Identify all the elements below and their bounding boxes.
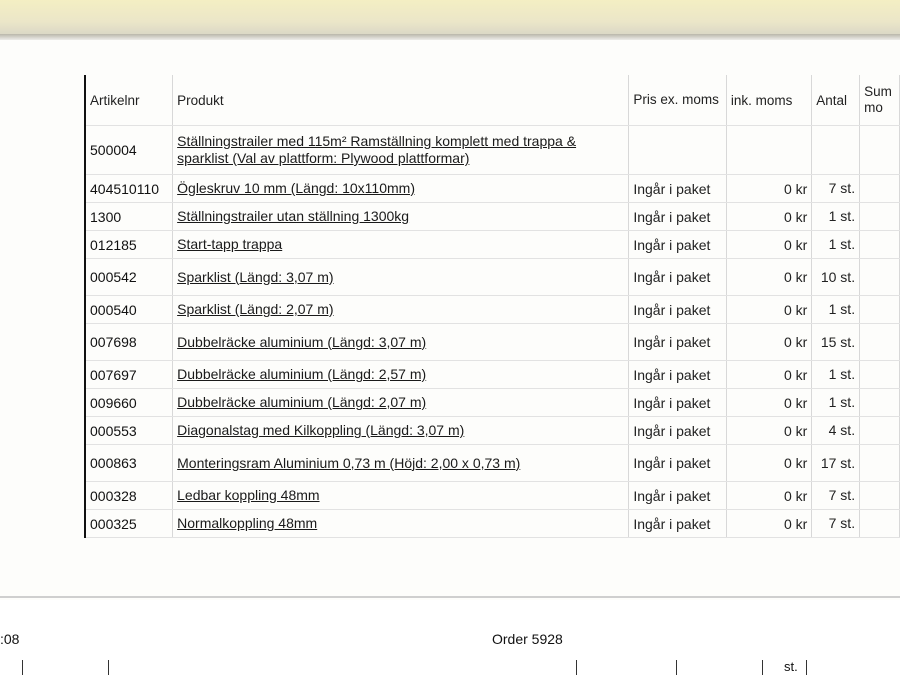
- column-divider: [108, 660, 109, 675]
- header-ink-moms: ink. moms: [726, 75, 811, 126]
- row-ink-moms: [726, 126, 811, 175]
- column-divider: [22, 660, 23, 675]
- product-link[interactable]: Start-tapp trappa: [177, 236, 283, 252]
- product-link[interactable]: Ledbar koppling 48mm: [177, 487, 320, 503]
- product-link[interactable]: Ögleskruv 10 mm (Längd: 10x110mm): [177, 180, 415, 196]
- table-header-row: [85, 75, 900, 126]
- row-summa: [860, 445, 900, 482]
- table-row: [85, 361, 900, 389]
- row-ink-moms: 0 kr: [726, 510, 811, 538]
- row-artikelnr: 000553: [85, 417, 173, 445]
- row-artikelnr: 000325: [85, 510, 173, 538]
- row-ink-moms: 0 kr: [726, 203, 811, 231]
- row-pris: Ingår i paket: [629, 510, 727, 538]
- row-summa: [860, 231, 900, 259]
- row-ink-moms: 0 kr: [726, 445, 811, 482]
- row-antal: 17 st.: [812, 445, 860, 482]
- row-ink-moms: 0 kr: [726, 389, 811, 417]
- product-link[interactable]: Ställningstrailer med 115m² Ramställning komplett med trappa & sparklist (Val av plattform: Plywood plattformar): [177, 133, 577, 166]
- table-row: [85, 259, 900, 296]
- next-page-header: [0, 600, 900, 675]
- row-artikelnr: 007698: [85, 324, 173, 361]
- row-summa: [860, 389, 900, 417]
- row-ink-moms: 0 kr: [726, 259, 811, 296]
- row-antal: 4 st.: [812, 417, 860, 445]
- table-row: [85, 482, 900, 510]
- row-ink-moms: 0 kr: [726, 231, 811, 259]
- row-artikelnr: 500004: [85, 126, 173, 175]
- row-antal: 15 st.: [812, 324, 860, 361]
- row-pris: Ingår i paket: [629, 361, 727, 389]
- row-antal: [812, 126, 860, 175]
- print-time-fragment: :08: [0, 631, 20, 647]
- row-ink-moms: 0 kr: [726, 361, 811, 389]
- row-artikelnr: 000328: [85, 482, 173, 510]
- row-summa: [860, 203, 900, 231]
- row-artikelnr: 404510110: [85, 175, 173, 203]
- column-divider: [762, 660, 763, 675]
- row-antal: 7 st.: [812, 482, 860, 510]
- row-artikelnr: 000863: [85, 445, 173, 482]
- row-artikelnr: 007697: [85, 361, 173, 389]
- row-pris: Ingår i paket: [629, 445, 727, 482]
- row-antal: 1 st.: [812, 296, 860, 324]
- product-link[interactable]: Sparklist (Längd: 2,07 m): [177, 301, 334, 317]
- unit-fragment: st.: [784, 659, 798, 674]
- row-artikelnr: 000542: [85, 259, 173, 296]
- table-row: [85, 175, 900, 203]
- product-link[interactable]: Sparklist (Längd: 3,07 m): [177, 268, 334, 285]
- row-antal: 1 st.: [812, 203, 860, 231]
- product-link[interactable]: Dubbelräcke aluminium (Längd: 2,07 m): [177, 394, 427, 410]
- row-pris: Ingår i paket: [629, 203, 727, 231]
- row-ink-moms: 0 kr: [726, 324, 811, 361]
- table-row: [85, 231, 900, 259]
- row-pris: Ingår i paket: [629, 482, 727, 510]
- row-antal: 1 st.: [812, 361, 860, 389]
- row-ink-moms: 0 kr: [726, 296, 811, 324]
- row-ink-moms: 0 kr: [726, 482, 811, 510]
- row-ink-moms: 0 kr: [726, 175, 811, 203]
- product-link[interactable]: Normalkoppling 48mm: [177, 515, 318, 531]
- row-summa: [860, 126, 900, 175]
- row-artikelnr: 009660: [85, 389, 173, 417]
- row-summa: [860, 324, 900, 361]
- row-antal: 7 st.: [812, 175, 860, 203]
- row-antal: 10 st.: [812, 259, 860, 296]
- row-summa: [860, 510, 900, 538]
- column-divider: [676, 660, 677, 675]
- row-pris: Ingår i paket: [629, 259, 727, 296]
- table-row: [85, 417, 900, 445]
- table-row: [85, 324, 900, 361]
- header-pris-ex-moms: Pris ex. moms: [629, 75, 727, 126]
- row-pris: Ingår i paket: [629, 175, 727, 203]
- order-number-title: Order 5928: [492, 631, 563, 647]
- table-row: [85, 296, 900, 324]
- column-divider: [576, 660, 577, 675]
- column-divider: [806, 660, 807, 675]
- header-antal: Antal: [812, 75, 860, 126]
- row-antal: 1 st.: [812, 231, 860, 259]
- row-antal: 7 st.: [812, 510, 860, 538]
- row-summa: [860, 259, 900, 296]
- row-pris: Ingår i paket: [629, 389, 727, 417]
- table-row: [85, 510, 900, 538]
- page-break-rule: [0, 596, 900, 598]
- row-summa: [860, 175, 900, 203]
- header-artikelnr: Artikelnr: [85, 75, 173, 126]
- table-row: [85, 445, 900, 482]
- row-artikelnr: 1300: [85, 203, 173, 231]
- row-antal: 1 st.: [812, 389, 860, 417]
- row-summa: [860, 296, 900, 324]
- row-summa: [860, 482, 900, 510]
- product-link[interactable]: Ställningstrailer utan ställning 1300kg: [177, 208, 410, 224]
- product-link[interactable]: Diagonalstag med Kilkoppling (Längd: 3,07 m): [177, 422, 465, 438]
- table-row: [85, 126, 900, 175]
- row-summa: [860, 361, 900, 389]
- header-summa: Sum mo: [860, 75, 900, 126]
- product-link[interactable]: Monteringsram Aluminium 0,73 m (Höjd: 2,00 x 0,73 m): [177, 454, 521, 471]
- table-row: [85, 389, 900, 417]
- row-pris: Ingår i paket: [629, 417, 727, 445]
- row-artikelnr: 012185: [85, 231, 173, 259]
- header-produkt: Produkt: [173, 75, 629, 126]
- page-top-edge: [0, 0, 900, 36]
- row-ink-moms: 0 kr: [726, 417, 811, 445]
- order-items-table: [84, 75, 900, 538]
- row-pris: Ingår i paket: [629, 296, 727, 324]
- table-row: [85, 203, 900, 231]
- row-pris: Ingår i paket: [629, 324, 727, 361]
- row-artikelnr: 000540: [85, 296, 173, 324]
- product-link[interactable]: Dubbelräcke aluminium (Längd: 2,57 m): [177, 366, 427, 382]
- row-pris: Ingår i paket: [629, 231, 727, 259]
- row-summa: [860, 417, 900, 445]
- row-pris: [629, 126, 727, 175]
- product-link[interactable]: Dubbelräcke aluminium (Längd: 3,07 m): [177, 333, 427, 350]
